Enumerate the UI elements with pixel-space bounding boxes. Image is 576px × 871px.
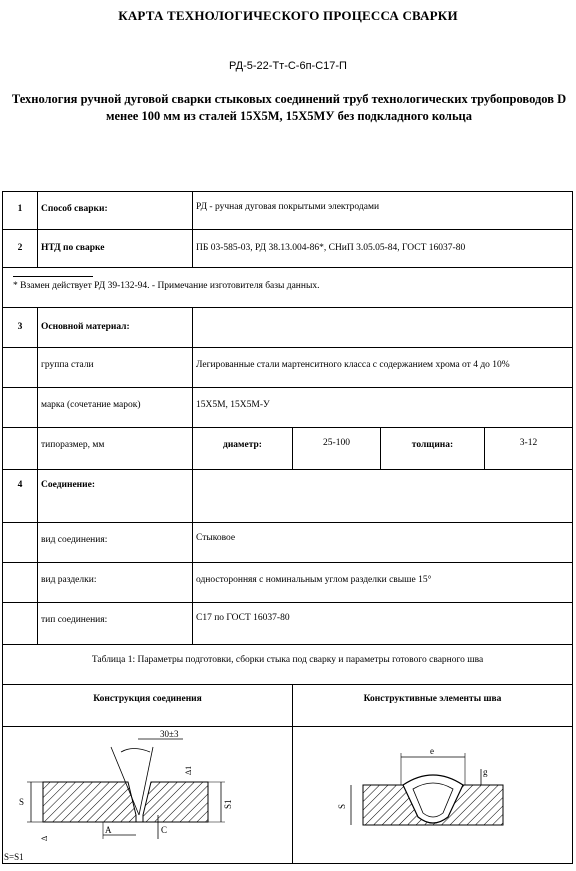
row-label: группа стали bbox=[38, 348, 193, 388]
diameter-value: 25-100 bbox=[293, 428, 381, 470]
row-number bbox=[3, 603, 38, 645]
row-label: Соединение: bbox=[38, 470, 193, 523]
document-title: КАРТА ТЕХНОЛОГИЧЕСКОГО ПРОЦЕССА СВАРКИ bbox=[118, 8, 458, 23]
delta-label: Δ bbox=[40, 835, 49, 841]
row-value: односторонняя с номинальным углом разделки свыше 15° bbox=[193, 563, 573, 603]
thickness-s1-label: S1 bbox=[223, 799, 233, 809]
column-header-construction: Конструкция соединения bbox=[3, 685, 293, 727]
footnote-cell bbox=[3, 268, 573, 308]
row-label: НТД по сварке bbox=[38, 230, 193, 268]
row-number bbox=[3, 348, 38, 388]
row-base-material bbox=[3, 308, 573, 348]
row-label: вид разделки: bbox=[38, 563, 193, 603]
width-e-label: e bbox=[430, 746, 434, 756]
row-joint-type bbox=[3, 603, 573, 645]
joint-construction-svg bbox=[3, 727, 291, 860]
process-table bbox=[2, 191, 573, 864]
row-welding-method bbox=[3, 192, 573, 230]
row-steel-group bbox=[3, 348, 573, 388]
row-table1-header bbox=[3, 685, 573, 727]
row-joint bbox=[3, 470, 573, 523]
weld-elements-svg bbox=[293, 727, 573, 860]
left-plate bbox=[43, 782, 136, 822]
row-value bbox=[193, 470, 573, 523]
thickness-s-label: S bbox=[19, 797, 25, 807]
row-value bbox=[193, 308, 573, 348]
document-subtitle: Технология ручной дуговой сварки стыковых соединений труб технологических трубопроводов D менее 100 мм из сталей 15Х5М, 15Х5МУ без подкладного кольца bbox=[11, 92, 567, 123]
row-edge-prep bbox=[3, 563, 573, 603]
row-value: РД - ручная дуговая покрытыми электродами bbox=[193, 192, 573, 230]
row-label: Способ сварки: bbox=[38, 192, 193, 230]
angle-dimension: 30±3 bbox=[160, 729, 179, 739]
table1-caption: Таблица 1: Параметры подготовки, сборки стыка под сварку и параметры готового сварного шва bbox=[3, 645, 573, 685]
row-value: С17 по ГОСТ 16037-80 bbox=[193, 603, 573, 645]
diameter-label: диаметр: bbox=[193, 428, 293, 470]
row-drawings bbox=[3, 727, 573, 864]
row-number: 1 bbox=[3, 192, 38, 230]
reinforcement-g-label: g bbox=[483, 767, 488, 777]
thickness-s-label: S bbox=[337, 803, 347, 809]
gap-a-label: A bbox=[105, 825, 112, 835]
row-table1-caption bbox=[3, 645, 573, 685]
row-number bbox=[3, 523, 38, 563]
row-ntd bbox=[3, 230, 573, 268]
row-size bbox=[3, 428, 573, 470]
row-number: 3 bbox=[3, 308, 38, 348]
document-code: РД-5-22-Тт-С-6п-С17-П bbox=[229, 60, 347, 72]
delta1-label: Δ1 bbox=[184, 765, 193, 775]
thickness-value: 3-12 bbox=[485, 428, 573, 470]
root-c-label: C bbox=[161, 825, 168, 835]
bottom-note: S=S1 bbox=[4, 852, 24, 862]
row-value: Легированные стали мартенситного класса с содержанием хрома от 4 до 10% bbox=[193, 348, 573, 388]
row-number: 4 bbox=[3, 470, 38, 523]
row-value: 15Х5М, 15Х5М-У bbox=[193, 388, 573, 428]
footnote-divider bbox=[13, 276, 93, 277]
row-number bbox=[3, 563, 38, 603]
right-plate bbox=[143, 782, 208, 822]
row-label: типоразмер, мм bbox=[38, 428, 193, 470]
row-value: Стыковое bbox=[193, 523, 573, 563]
column-header-elements: Конструктивные элементы шва bbox=[293, 685, 573, 727]
row-number bbox=[3, 428, 38, 470]
row-label: Основной материал: bbox=[38, 308, 193, 348]
row-steel-grade bbox=[3, 388, 573, 428]
row-value: ПБ 03-585-03, РД 38.13.004-86*, СНиП 3.05.05-84, ГОСТ 16037-80 bbox=[193, 230, 573, 268]
drawing-weld-elements bbox=[293, 727, 573, 864]
row-footnote bbox=[3, 268, 573, 308]
thickness-label: толщина: bbox=[381, 428, 485, 470]
footnote-text: * Взамен действует РД 39-132-94. - Примечание изготовителя базы данных. bbox=[13, 281, 320, 291]
row-label: вид соединения: bbox=[38, 523, 193, 563]
row-joint-kind bbox=[3, 523, 573, 563]
row-number bbox=[3, 388, 38, 428]
drawing-joint-construction bbox=[3, 727, 293, 864]
row-number: 2 bbox=[3, 230, 38, 268]
row-label: тип соединения: bbox=[38, 603, 193, 645]
row-label: марка (сочетание марок) bbox=[38, 388, 193, 428]
